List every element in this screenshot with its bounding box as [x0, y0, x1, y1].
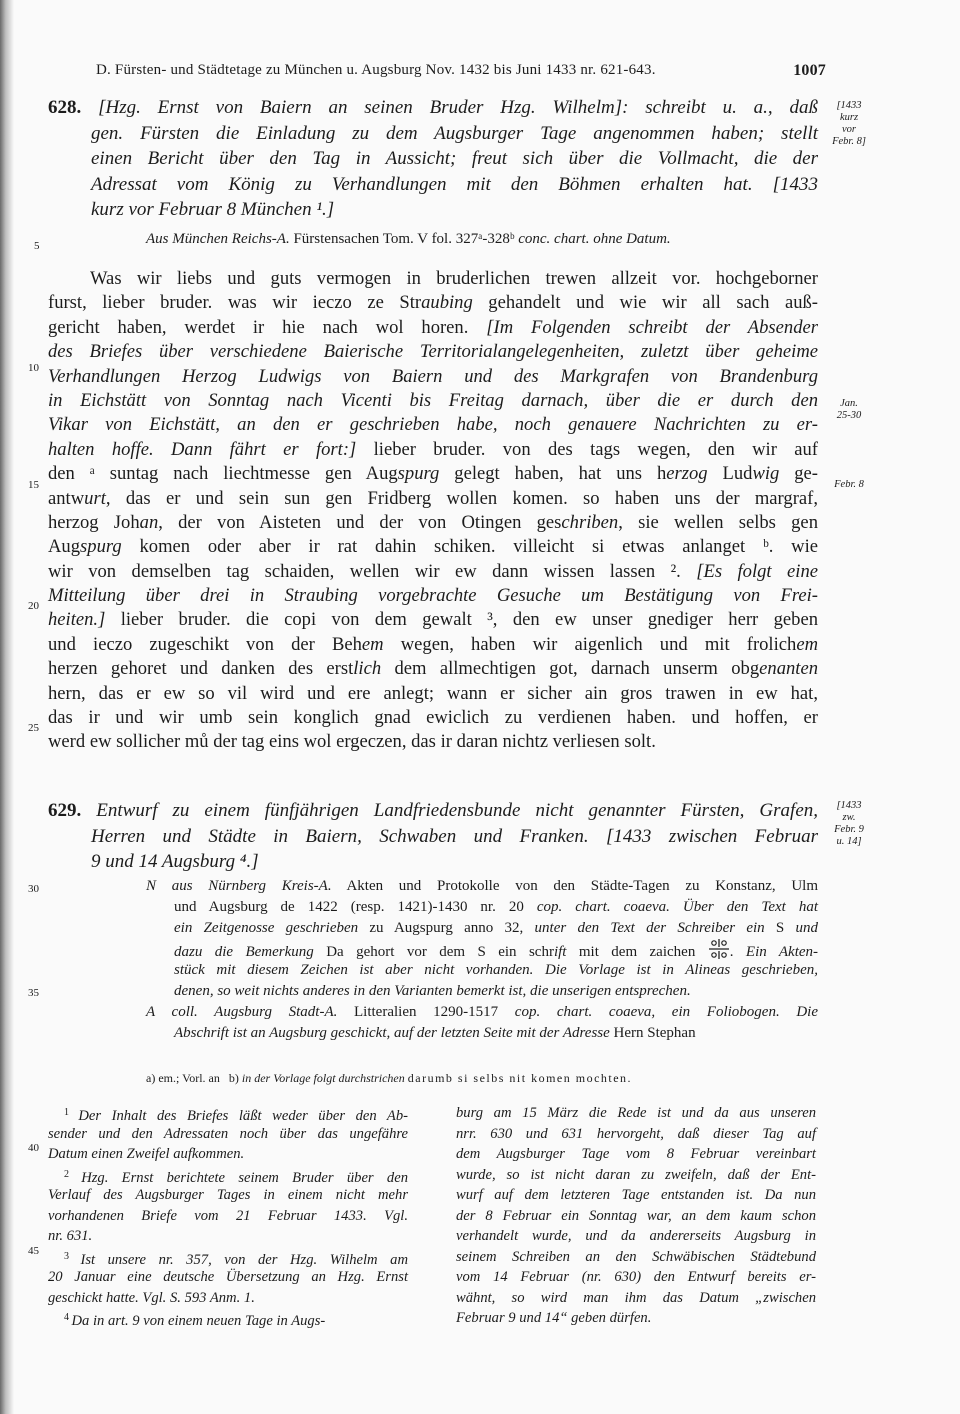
body-line — [48, 462, 818, 486]
letter-text: gehandelt und wie wir all sach auß- — [472, 292, 818, 314]
source-italic: ift — [553, 943, 567, 960]
footnote-line — [48, 1267, 408, 1288]
source-text: Akten und Protokolle von den Städte-Tagen zu Konstanz, Ulm — [331, 878, 818, 894]
editorial-text: lich — [353, 658, 382, 680]
entry-628 — [48, 95, 818, 250]
source-italic: dazu die Bemerkung — [174, 943, 314, 960]
letter-text: Aug — [48, 536, 81, 558]
footnote-text: der 8 Februar ein Sonntag war, an dem kaum schon — [456, 1207, 816, 1224]
letter-text: , sie wellen selbs gen — [618, 511, 818, 533]
source-italic: unter den Text der Schreiber ein — [534, 920, 765, 936]
editorial-text: em — [796, 633, 818, 655]
editorial-text: Mitteilung über drei in Straubing vorgebrachte Gesuche um Bestätigung von Frei- — [48, 585, 818, 607]
body-line — [48, 584, 818, 608]
margin-date-629 — [826, 800, 872, 848]
footnote-text: vorhandenen Briefe vom 21 Februar 1433. Vgl. — [48, 1207, 408, 1224]
entry-629-line — [48, 849, 818, 875]
body-line — [48, 657, 818, 681]
source-italic: denen, so weit nichts anderes in den Varianten bemerkt ist, die unserigen entsprechen. — [174, 983, 691, 999]
source-text: zu Augspurg anno 32, — [358, 920, 535, 936]
editorial-text: Vikar von Eichstätt, an den er geschrieben habe, noch genauere Nachrichten zu er- — [48, 414, 818, 436]
entry-628-text: Adressat vom König zu Verhandlungen mit den Böhmen erhalten hat. [1433 — [91, 173, 818, 195]
source-628-part: Fürstensachen Tom. V fol. 327ᵃ-328ᵇ — [289, 230, 519, 247]
letter-text: , das er und sein sun gen Fridberg wollen komen. so haben uns der margraf, — [105, 487, 818, 509]
editorial-text: [Im Folgenden schreibt der Absender — [486, 316, 818, 338]
letter-text: werd ew sollicher mů der tag eins wol ergeczen, das ir daran nichtz verliesen solt. — [48, 731, 656, 753]
variant-b-quote: darumb si selbs nit komen mochten. — [407, 1071, 633, 1085]
source-629-line — [146, 1023, 818, 1044]
line-number: 20 — [28, 600, 39, 612]
letter-text: komen oder aber ir rat dahin schiken. villeicht si etwas anlanget ᵇ. wie — [121, 536, 818, 558]
entry-629 — [48, 798, 818, 875]
letter-text: und ieczo zugeschikt von der Beh — [48, 633, 362, 655]
line-number: 25 — [28, 722, 39, 734]
source-italic: A coll. Augsburg Stadt-A. — [146, 1004, 338, 1020]
editorial-text: enanten — [759, 658, 818, 680]
margin-note-line: kurz — [839, 112, 859, 123]
letter-text: herzog Joh — [48, 511, 140, 533]
entry-629-text: Herren und Städte in Baiern, Schwaben und Franken. [1433 zwischen Februar — [91, 825, 818, 847]
margin-date-febr8: Febr. 8 — [834, 479, 864, 490]
textual-variants — [146, 1071, 632, 1086]
body-line — [48, 633, 818, 657]
margin-note-line: zw. — [842, 812, 856, 823]
letter-text: dem allmechtigen got, darnach unserm obg — [381, 658, 760, 680]
footnote-text: verhandelt wurde, und da andererseits Augsburg in — [456, 1228, 816, 1244]
footnote-text: wähnt, so wird man ihm das Datum „zwischen — [456, 1289, 816, 1306]
body-line — [48, 291, 818, 315]
footnote-line — [456, 1288, 816, 1309]
editorial-text: des Briefes über verschiedene Baierische Territorialangelegenheiten, zuletzt über geheime — [48, 341, 818, 363]
source-628-part: Aus München Reichs-A. — [146, 230, 290, 247]
margin-note-line: Febr. 8] — [832, 136, 866, 147]
entry-628-line — [48, 197, 818, 223]
footnote-line — [48, 1185, 408, 1206]
source-italic: stück mit diesem Zeichen ist aber nicht vorhanden. Die Vorlage ist in Alineas geschrieben, — [174, 962, 818, 978]
source-text: Hern Stephan — [609, 1025, 696, 1041]
line-number: 35 — [28, 987, 39, 999]
footnote-text: seinem Schreiben an den Schwäbischen Städtebund — [456, 1248, 816, 1265]
body-line — [48, 730, 818, 754]
body-line — [48, 560, 818, 584]
footnotes-left — [48, 1103, 408, 1329]
letter-text: herzen gehoret und danken des erst — [48, 658, 354, 680]
running-title: D. Fürsten- und Städtetage zu München u. Augsburg Nov. 1432 bis Juni 1433 nr. 621-643. — [96, 62, 656, 78]
body-line — [48, 438, 818, 462]
footnote-text: Ist unsere nr. 357, von der Hzg. Wilhelm am — [80, 1251, 409, 1268]
body-line — [48, 682, 818, 706]
footnote-line — [456, 1103, 816, 1124]
footnotes-right — [456, 1103, 816, 1329]
source-text: S — [764, 920, 796, 936]
entry-628-line — [48, 172, 818, 198]
footnote-text: nr. 631. — [48, 1228, 93, 1244]
footnote-marker: 2 — [64, 1168, 82, 1180]
letter-text: , der von Aisteten und der von Otingen ges — [158, 511, 562, 533]
margin-date-628 — [826, 100, 872, 148]
footnote-line — [48, 1288, 408, 1309]
source-text: Litteralien 1290-1517 — [337, 1004, 515, 1020]
page-number: 1007 — [793, 62, 826, 79]
footnote-line — [456, 1144, 816, 1165]
footnote-text: burg am 15 März die Rede ist und da aus unseren — [456, 1105, 816, 1121]
footnote-text: vom 14 Februar (nr. 630) den Entwurf bereits er- — [456, 1269, 816, 1285]
margin-note-line: vor — [842, 124, 856, 135]
editorial-text: aubing — [421, 292, 473, 314]
footnote-text: dem Augsburger Tage vom 8 Februar vereinbart — [456, 1146, 816, 1162]
body-line — [48, 267, 818, 291]
footnote-text: 20 Januar eine deutsche Übersetzung an Hzg. Ernst — [48, 1269, 408, 1285]
source-text: mit dem zaichen — [566, 943, 708, 960]
footnote-line — [48, 1226, 408, 1247]
letter-text: lieber bruder. die copi von dem gewalt ³, den ew unser gnediger herr geben — [105, 609, 818, 631]
editorial-text: urt — [84, 487, 106, 509]
line-number: 5 — [34, 240, 40, 252]
source-italic: ein Zeitgenosse geschrieben — [174, 920, 359, 936]
variant-b-label: b) — [228, 1071, 239, 1085]
footnote-text: geschickt hatte. Vgl. S. 593 Anm. 1. — [48, 1289, 255, 1306]
footnote-text: sender und den Adressaten noch über das ungefähre — [48, 1125, 408, 1142]
footnote-text: Da in art. 9 von einem neuen Tage in Augs- — [71, 1313, 326, 1329]
source-629-line — [146, 981, 818, 1002]
footnote-line — [456, 1206, 816, 1227]
footnote-line — [456, 1185, 816, 1206]
entry-number: 629. — [48, 800, 97, 821]
body-line — [48, 511, 818, 535]
margin-note-line: [1433 — [836, 800, 862, 811]
source-italic: und — [795, 920, 819, 936]
margin-date-jan: Jan. 25-30 — [836, 398, 862, 421]
entry-628-text: gen. Fürsten die Einladung zu dem Augsburger Tage angenommen haben; stellt — [91, 122, 818, 144]
footnote-text: Hzg. Ernst berichtete seinem Bruder über den — [81, 1169, 409, 1186]
letter-text: gelegt haben, hat uns h — [439, 463, 667, 485]
line-number: 40 — [28, 1142, 39, 1154]
source-629-line — [146, 1002, 818, 1023]
letter-text: lieber bruder. von des tags wegen, den wir auf — [356, 438, 818, 460]
variant-a: a) em.; Vorl. an — [146, 1071, 220, 1085]
source-italic: cop. chart. coaeva, ein Foliobogen. Die — [514, 1004, 819, 1020]
entry-629-line — [48, 824, 818, 850]
entry-629-text: Entwurf zu einem fünfjährigen Landfriedensbunde nicht genannter Fürsten, Grafen, — [96, 800, 818, 821]
entry-629-line — [48, 798, 818, 824]
editorial-text: wig — [752, 463, 780, 485]
line-number: 30 — [28, 883, 39, 895]
entry-number: 628. — [48, 97, 99, 118]
letter-text: wir von demselben tag schaiden, wellen wir ew dann wissen lassen ². — [48, 560, 697, 582]
source-italic: Ein Akten- — [745, 943, 819, 960]
letter-text: gericht haben, werdet ir hie nach wol horen. — [48, 316, 487, 338]
footnote-text: Der Inhalt des Briefes läßt weder über den Ab- — [78, 1108, 409, 1124]
body-line — [48, 706, 818, 730]
source-italic: cop. chart. coaeva. — [536, 899, 670, 915]
letter-text: Lud — [707, 463, 753, 485]
margin-note-line: [1433 — [836, 100, 862, 111]
footnote-line — [456, 1267, 816, 1288]
entry-629-text: 9 und 14 Augsburg ⁴.] — [91, 851, 259, 872]
entry-628-line — [48, 121, 818, 147]
page-binding-shadow — [0, 0, 14, 1414]
source-629-line — [146, 960, 818, 981]
letter-text: den ᵃ suntag nach liechtmesse gen Aug — [48, 463, 398, 485]
editorial-text: spurg — [80, 536, 122, 558]
body-line — [48, 365, 818, 389]
body-line — [48, 413, 818, 437]
source-629 — [146, 876, 818, 1044]
source-628-part: conc. chart. ohne Datum. — [518, 230, 671, 247]
source-italic: Abschrift ist an Augsburg geschickt, auf der letzten Seite mit der Adresse — [174, 1025, 610, 1041]
footnote-line — [456, 1308, 816, 1329]
editorial-text: halten hoffe. Dann fährt er fort:] — [48, 438, 357, 460]
letter-text: antw — [48, 487, 85, 509]
letter-text: wegen, haben wir aigenlich und mit frolich — [383, 633, 797, 655]
source-italic: N aus Nürnberg Kreis-A. — [146, 878, 332, 894]
body-line — [48, 340, 818, 364]
footnote-line — [48, 1165, 408, 1186]
letter-text: furst, lieber bruder. was wir ieczo ze Str — [48, 292, 422, 314]
line-number: 45 — [28, 1245, 39, 1257]
footnote-text: wurde, so ist nicht daran zu zweifeln, daß der Ent- — [456, 1166, 816, 1183]
editorial-text: erzog — [666, 463, 708, 485]
editorial-text: heiten.] — [48, 609, 106, 631]
footnote-marker: 4 — [64, 1312, 72, 1323]
footnote-line — [48, 1124, 408, 1145]
footnote-line — [456, 1165, 816, 1186]
source-629-line — [146, 918, 818, 939]
letter-text: hern, das er ew so vil wird und ere anlegt; wann er sicher ain gros trawen in ew hat, — [48, 682, 818, 704]
footnote-text: Verlauf des Augsburger Tages in einem nicht mehr — [48, 1187, 408, 1203]
footnote-line — [456, 1124, 816, 1145]
source-629-line — [146, 897, 818, 918]
source-text: Da gehort vor dem S ein schr — [313, 943, 554, 960]
variant-b-text: in der Vorlage folgt durchstrichen — [241, 1071, 405, 1085]
body-line — [48, 316, 818, 340]
footnote-line — [456, 1226, 816, 1247]
footnote-line — [48, 1308, 408, 1329]
entry-628-text: [Hzg. Ernst von Baiern an seinen Bruder Hzg. Wilhelm]: schreibt u. a., daß — [98, 97, 818, 118]
editorial-text: an — [139, 511, 159, 533]
letter-body — [48, 267, 818, 755]
editorial-text: em — [361, 633, 384, 655]
editorial-text: spurg — [397, 463, 440, 485]
editorial-text: Verhandlungen Herzog Ludwigs von Baiern und des Markgrafen von Brandenburg — [48, 365, 818, 387]
letter-text: Was wir liebs und guts vermogen in bruderlichen trewen allzeit vor. hochgeborner — [90, 268, 818, 289]
footnote-line — [48, 1206, 408, 1227]
footnote-line — [48, 1103, 408, 1124]
body-line — [48, 487, 818, 511]
footnote-marker: 1 — [64, 1107, 79, 1118]
footnote-text: nrr. 630 und 631 hervorgeht, daß dieser Tag auf — [456, 1125, 816, 1142]
footnote-text: Februar 9 und 14“ geben dürfen. — [456, 1310, 652, 1326]
letter-text: das ir und wir umb sein konglich gnad ewiclich zu verdienen haben. und hoffen, er — [48, 707, 818, 729]
source-text: und Augsburg de 1422 (resp. 1421)-1430 nr. 20 — [174, 899, 537, 915]
body-line — [48, 535, 818, 559]
footnote-line — [456, 1247, 816, 1268]
footnote-line — [48, 1247, 408, 1268]
line-number: 10 — [28, 362, 39, 374]
line-number: 15 — [28, 479, 39, 491]
footnote-text: wurf auf dem letzteren Tage entstanden ist. Da nun — [456, 1187, 816, 1203]
letter-text: ge- — [779, 463, 819, 485]
editorial-text: chriben — [561, 511, 619, 533]
entry-628-line — [48, 146, 818, 172]
entry-628-line — [48, 95, 818, 121]
entry-628-text: einen Bericht über den Tag in Aussicht; freut sich über die Vollmacht, die der — [91, 148, 818, 169]
source-628 — [48, 229, 818, 250]
margin-note-line: u. 14] — [836, 836, 862, 847]
body-line — [48, 389, 818, 413]
footnote-text: Datum einen Zweifel aufkommen. — [48, 1146, 245, 1162]
source-text: . — [729, 943, 746, 960]
source-italic: Über den Text hat — [669, 899, 818, 915]
footnote-marker: 3 — [64, 1250, 81, 1262]
editorial-text: in Eichstätt von Sonntag nach Vicenti bis Freitag darnach, über die er durch den — [48, 389, 818, 411]
editorial-text: [Es folgt eine — [696, 560, 819, 582]
source-629-line — [146, 939, 818, 960]
entry-628-text: kurz vor Februar 8 München ¹.] — [91, 199, 335, 220]
footnote-line — [48, 1144, 408, 1165]
body-line — [48, 608, 818, 632]
margin-note-line: Febr. 9 — [834, 824, 864, 835]
running-header — [96, 62, 826, 79]
source-629-line — [146, 876, 818, 897]
